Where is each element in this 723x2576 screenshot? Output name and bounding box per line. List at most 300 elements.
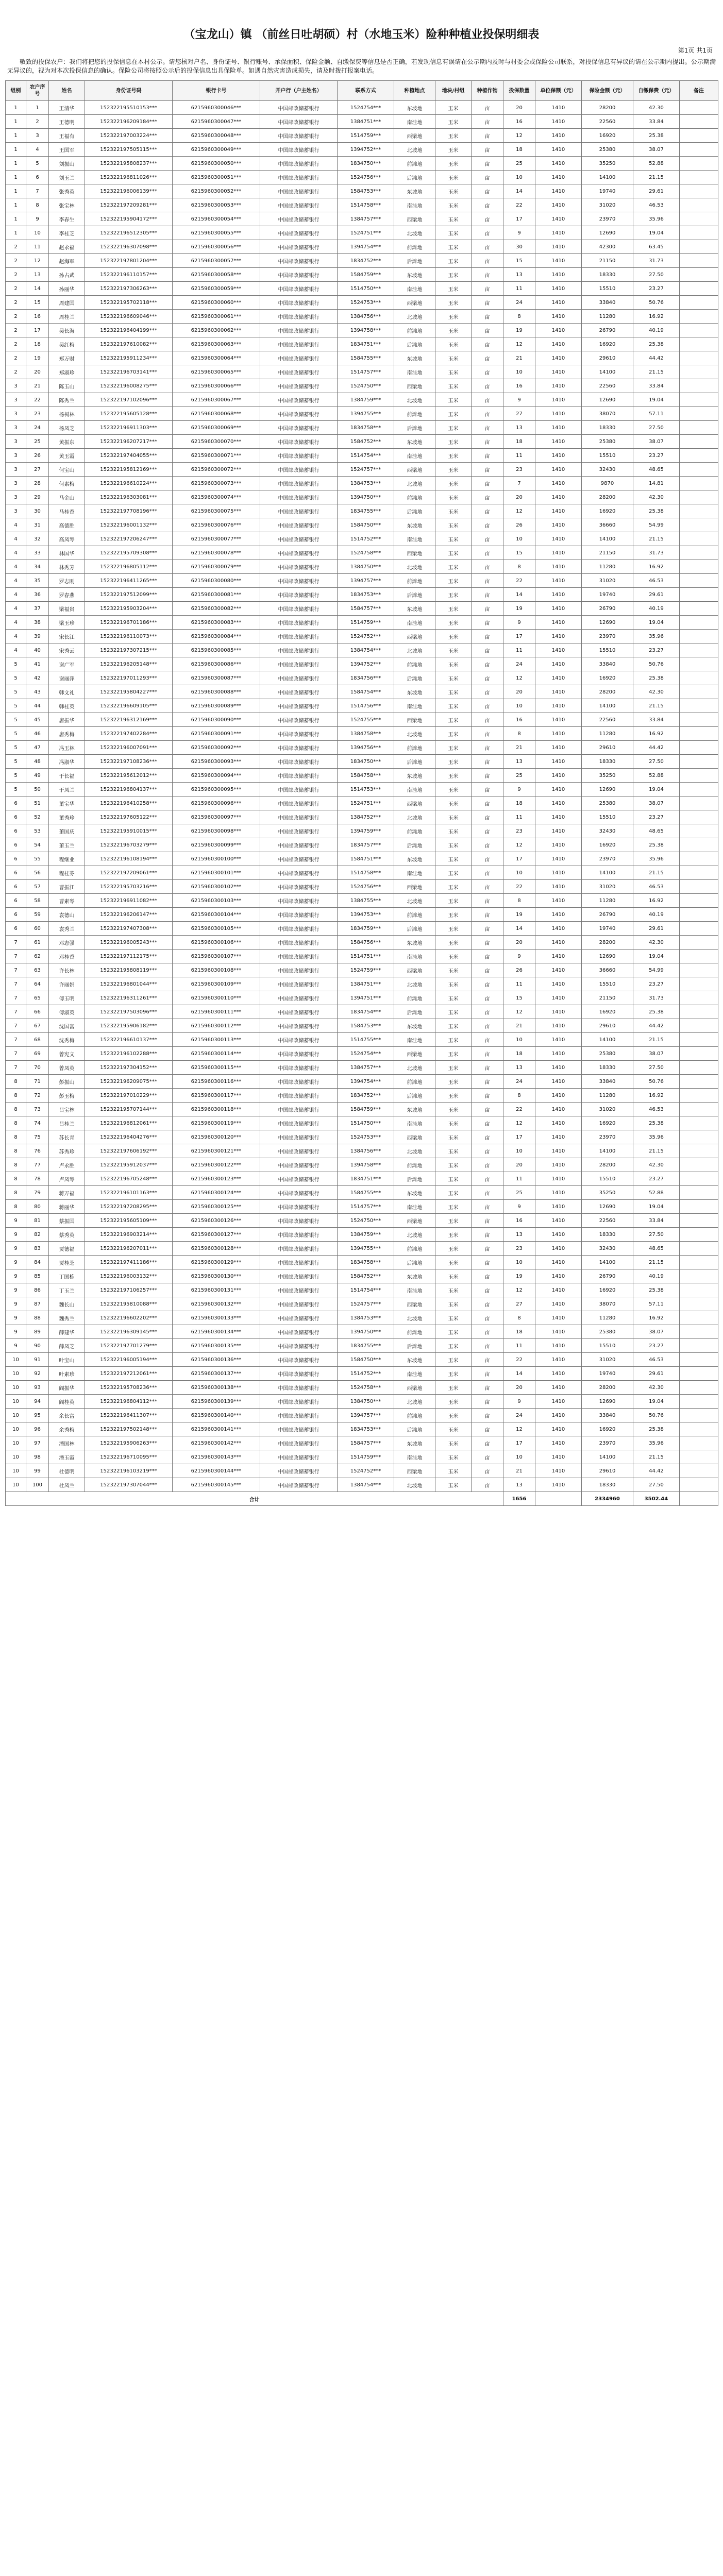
table-row xyxy=(6,254,718,268)
table-cell: 西梁地 xyxy=(394,463,435,477)
table-cell: 前滩地 xyxy=(394,741,435,755)
table-cell: 1834752*** xyxy=(338,1089,394,1103)
table-cell: 1410 xyxy=(535,324,582,337)
table-cell: 玉米 xyxy=(435,1172,472,1186)
table-cell: 北坡地 xyxy=(394,1478,435,1492)
table-cell: 4 xyxy=(26,143,49,157)
table-cell: 亩 xyxy=(472,1409,503,1422)
table-cell: 亩 xyxy=(472,435,503,449)
table-cell: 152322197411186*** xyxy=(85,1256,173,1269)
table-cell: 6215960300059*** xyxy=(173,282,260,296)
table-cell: 6215960300117*** xyxy=(173,1089,260,1103)
table-cell: 63.45 xyxy=(633,240,680,254)
table-cell: 9 xyxy=(6,1256,26,1269)
table-cell: 前滩地 xyxy=(394,1158,435,1172)
table-cell: 18330 xyxy=(582,755,633,769)
table-cell: 玉米 xyxy=(435,560,472,574)
table-row xyxy=(6,379,718,393)
table-cell: 152322197512099*** xyxy=(85,588,173,602)
table-cell: 16.92 xyxy=(633,727,680,741)
table-cell: 36660 xyxy=(582,518,633,532)
table-cell: 12690 xyxy=(582,950,633,963)
table-cell: 23 xyxy=(503,463,535,477)
table-cell: 1584757*** xyxy=(338,602,394,616)
table-cell: 15510 xyxy=(582,282,633,296)
total-label: 合计 xyxy=(6,1492,503,1506)
table-cell: 63 xyxy=(26,963,49,977)
table-cell: 6215960300134*** xyxy=(173,1325,260,1339)
table-cell xyxy=(680,1325,718,1339)
table-cell: 9 xyxy=(503,950,535,963)
table-cell: 9 xyxy=(503,226,535,240)
total-row xyxy=(6,1492,718,1506)
table-cell: 北坡地 xyxy=(394,727,435,741)
table-cell: 21150 xyxy=(582,991,633,1005)
table-cell: 6215960300070*** xyxy=(173,435,260,449)
table-cell: 中国邮政储蓄银行 xyxy=(260,616,338,630)
table-cell: 52 xyxy=(26,810,49,824)
table-cell: 中国邮政储蓄银行 xyxy=(260,1409,338,1422)
table-cell: 29.61 xyxy=(633,922,680,936)
table-cell: 叶素珍 xyxy=(49,1367,85,1381)
table-cell: 1394750*** xyxy=(338,1325,394,1339)
table-cell: 4 xyxy=(6,588,26,602)
table-cell: 152322197307215*** xyxy=(85,643,173,657)
table-cell: 152322196602202*** xyxy=(85,1311,173,1325)
table-cell: 北坡地 xyxy=(394,1311,435,1325)
table-cell: 1410 xyxy=(535,894,582,908)
table-cell: 1584752*** xyxy=(338,1269,394,1283)
table-cell: 中国邮政储蓄银行 xyxy=(260,226,338,240)
table-cell: 20 xyxy=(503,101,535,115)
table-cell: 6215960300108*** xyxy=(173,963,260,977)
table-cell: 22 xyxy=(503,1353,535,1367)
table-cell: 玉米 xyxy=(435,435,472,449)
table-cell: 1410 xyxy=(535,407,582,421)
table-cell xyxy=(680,296,718,310)
table-cell: 中国邮政储蓄银行 xyxy=(260,463,338,477)
table-cell: 邓桂香 xyxy=(49,950,85,963)
table-row xyxy=(6,922,718,936)
table-cell: 玉米 xyxy=(435,296,472,310)
table-cell xyxy=(680,963,718,977)
table-cell: 后滩地 xyxy=(394,1089,435,1103)
table-cell: 东坡地 xyxy=(394,351,435,365)
table-cell: 40.19 xyxy=(633,1269,680,1283)
table-cell: 19740 xyxy=(582,184,633,198)
table-cell: 1410 xyxy=(535,616,582,630)
table-cell: 中国邮政储蓄银行 xyxy=(260,727,338,741)
table-cell: 中国邮政储蓄银行 xyxy=(260,115,338,129)
table-cell: 42.30 xyxy=(633,1381,680,1395)
table-cell: 152322196207217*** xyxy=(85,435,173,449)
table-cell xyxy=(680,1047,718,1061)
table-cell: 1410 xyxy=(535,713,582,727)
table-cell: 亩 xyxy=(472,463,503,477)
table-cell: 蒋万福 xyxy=(49,1186,85,1200)
table-cell: 何素梅 xyxy=(49,477,85,490)
table-cell: 3 xyxy=(6,421,26,435)
table-cell xyxy=(680,950,718,963)
table-cell: 于凤兰 xyxy=(49,783,85,796)
table-cell: 傅玉明 xyxy=(49,991,85,1005)
table-cell: 中国邮政储蓄银行 xyxy=(260,532,338,546)
table-cell: 1410 xyxy=(535,880,582,894)
table-cell xyxy=(680,171,718,184)
table-cell: 1410 xyxy=(535,810,582,824)
table-cell: 1410 xyxy=(535,143,582,157)
table-cell: 前滩地 xyxy=(394,407,435,421)
table-cell xyxy=(680,337,718,351)
table-cell: 90 xyxy=(26,1339,49,1353)
table-row xyxy=(6,783,718,796)
table-cell: 9 xyxy=(503,393,535,407)
table-cell: 中国邮政储蓄银行 xyxy=(260,630,338,643)
table-cell: 70 xyxy=(26,1061,49,1075)
table-cell: 1410 xyxy=(535,490,582,504)
table-cell: 152322197306263*** xyxy=(85,282,173,296)
table-cell: 亩 xyxy=(472,1144,503,1158)
table-cell: 14.81 xyxy=(633,477,680,490)
table-cell: 52.88 xyxy=(633,157,680,171)
table-cell: 25380 xyxy=(582,435,633,449)
table-cell: 南洼地 xyxy=(394,699,435,713)
table-cell: 1410 xyxy=(535,657,582,671)
table-cell: 中国邮政储蓄银行 xyxy=(260,783,338,796)
table-cell: 玉米 xyxy=(435,365,472,379)
table-cell: 中国邮政储蓄银行 xyxy=(260,963,338,977)
table-cell: 1410 xyxy=(535,1214,582,1228)
table-cell: 6215960300123*** xyxy=(173,1172,260,1186)
table-cell: 40 xyxy=(26,643,49,657)
table-cell: 9 xyxy=(503,1395,535,1409)
table-cell: 1394754*** xyxy=(338,240,394,254)
table-cell: 16.92 xyxy=(633,310,680,324)
table-cell: 中国邮政储蓄银行 xyxy=(260,991,338,1005)
table-row xyxy=(6,1075,718,1089)
table-cell: 152322197209281*** xyxy=(85,198,173,212)
table-cell: 南洼地 xyxy=(394,365,435,379)
table-cell xyxy=(680,1228,718,1242)
table-cell: 10 xyxy=(6,1478,26,1492)
table-cell: 1514756*** xyxy=(338,699,394,713)
table-cell: 4 xyxy=(6,630,26,643)
table-cell: 6215960300081*** xyxy=(173,588,260,602)
table-row xyxy=(6,574,718,588)
table-cell: 中国邮政储蓄银行 xyxy=(260,1436,338,1450)
table-cell: 南洼地 xyxy=(394,198,435,212)
table-cell: 17 xyxy=(503,1130,535,1144)
table-cell xyxy=(680,129,718,143)
table-cell: 6215960300141*** xyxy=(173,1422,260,1436)
table-cell: 21 xyxy=(26,379,49,393)
table-cell: 1410 xyxy=(535,1033,582,1047)
table-cell: 152322197503096*** xyxy=(85,1005,173,1019)
table-cell xyxy=(680,518,718,532)
table-cell: 23.27 xyxy=(633,810,680,824)
table-cell: 1410 xyxy=(535,1395,582,1409)
table-cell: 中国邮政储蓄银行 xyxy=(260,1311,338,1325)
table-cell: 中国邮政储蓄银行 xyxy=(260,421,338,435)
table-cell: 中国邮政储蓄银行 xyxy=(260,1228,338,1242)
table-header-row xyxy=(6,81,718,101)
table-cell: 17 xyxy=(503,212,535,226)
table-cell: 1410 xyxy=(535,783,582,796)
table-cell: 18330 xyxy=(582,1061,633,1075)
table-cell: 亩 xyxy=(472,546,503,560)
table-cell: 1524758*** xyxy=(338,546,394,560)
table-cell: 1394757*** xyxy=(338,1409,394,1422)
table-cell: 南洼地 xyxy=(394,1033,435,1047)
table-cell: 谢广军 xyxy=(49,657,85,671)
table-cell: 27.50 xyxy=(633,1228,680,1242)
table-cell: 6 xyxy=(6,852,26,866)
table-cell: 中国邮政储蓄银行 xyxy=(260,1395,338,1409)
table-cell: 中国邮政储蓄银行 xyxy=(260,741,338,755)
table-cell: 35.96 xyxy=(633,1436,680,1450)
table-cell: 东坡地 xyxy=(394,101,435,115)
table-cell xyxy=(680,490,718,504)
table-cell: 玉米 xyxy=(435,574,472,588)
table-cell: 6215960300058*** xyxy=(173,268,260,282)
table-cell: 邓志强 xyxy=(49,936,85,950)
table-cell: 亩 xyxy=(472,1367,503,1381)
table-cell: 1384754*** xyxy=(338,1478,394,1492)
table-cell xyxy=(680,713,718,727)
table-cell: 54.99 xyxy=(633,963,680,977)
table-cell: 152322196209075*** xyxy=(85,1075,173,1089)
table-cell: 3 xyxy=(6,463,26,477)
table-cell: 54 xyxy=(26,838,49,852)
table-cell: 14100 xyxy=(582,532,633,546)
table-cell xyxy=(680,1367,718,1381)
table-cell: 6215960300127*** xyxy=(173,1228,260,1242)
table-cell: 前滩地 xyxy=(394,657,435,671)
table-cell: 42.30 xyxy=(633,936,680,950)
table-cell: 152322197502148*** xyxy=(85,1422,173,1436)
table-cell: 中国邮政储蓄银行 xyxy=(260,143,338,157)
table-cell: 中国邮政储蓄银行 xyxy=(260,643,338,657)
table-cell: 152322196205148*** xyxy=(85,657,173,671)
table-cell: 董宝华 xyxy=(49,796,85,810)
table-cell: 1410 xyxy=(535,1005,582,1019)
table-cell: 玉米 xyxy=(435,463,472,477)
table-cell: 42 xyxy=(26,671,49,685)
table-cell: 周建国 xyxy=(49,296,85,310)
table-cell: 21.15 xyxy=(633,365,680,379)
table-cell: 12 xyxy=(503,1422,535,1436)
table-cell: 玉米 xyxy=(435,1464,472,1478)
table-cell: 16920 xyxy=(582,337,633,351)
table-cell: 北坡地 xyxy=(394,1144,435,1158)
table-cell: 1384752*** xyxy=(338,810,394,824)
table-cell xyxy=(680,977,718,991)
table-cell: 玉米 xyxy=(435,1047,472,1061)
table-cell: 27 xyxy=(26,463,49,477)
table-cell: 5 xyxy=(6,741,26,755)
table-cell xyxy=(680,880,718,894)
table-cell: 26790 xyxy=(582,324,633,337)
table-cell: 26 xyxy=(26,449,49,463)
table-cell: 于长福 xyxy=(49,769,85,783)
table-cell: 1410 xyxy=(535,1061,582,1075)
table-cell: 中国邮政储蓄银行 xyxy=(260,1200,338,1214)
table-cell: 1394750*** xyxy=(338,490,394,504)
table-cell: 152322196005194*** xyxy=(85,1353,173,1367)
table-cell: 152322196911082*** xyxy=(85,894,173,908)
table-cell: 35.96 xyxy=(633,1130,680,1144)
table-cell: 6 xyxy=(26,171,49,184)
table-cell: 东坡地 xyxy=(394,184,435,198)
table-cell: 亩 xyxy=(472,1311,503,1325)
table-cell: 中国邮政储蓄银行 xyxy=(260,1367,338,1381)
table-cell: 152322197209061*** xyxy=(85,866,173,880)
table-cell: 9 xyxy=(503,616,535,630)
table-cell xyxy=(680,101,718,115)
table-row xyxy=(6,463,718,477)
table-cell: 玉米 xyxy=(435,852,472,866)
table-cell: 中国邮政储蓄银行 xyxy=(260,337,338,351)
table-cell: 12 xyxy=(503,337,535,351)
table-cell: 卢永胜 xyxy=(49,1158,85,1172)
table-cell: 152322196410258*** xyxy=(85,796,173,810)
table-cell: 15510 xyxy=(582,810,633,824)
table-cell: 12 xyxy=(503,1005,535,1019)
table-cell: 36660 xyxy=(582,963,633,977)
table-cell: 6 xyxy=(6,908,26,922)
table-cell: 前滩地 xyxy=(394,1075,435,1089)
table-row xyxy=(6,1367,718,1381)
table-cell xyxy=(680,1381,718,1395)
table-cell xyxy=(680,1005,718,1019)
table-cell: 西梁地 xyxy=(394,713,435,727)
table-cell: 1584755*** xyxy=(338,351,394,365)
table-cell xyxy=(680,435,718,449)
table-cell: 玉米 xyxy=(435,393,472,407)
table-cell: 25 xyxy=(503,769,535,783)
table-cell: 30 xyxy=(26,504,49,518)
table-cell: 17 xyxy=(26,324,49,337)
table-cell: 152322195810088*** xyxy=(85,1297,173,1311)
table-cell: 亩 xyxy=(472,310,503,324)
table-cell: 亩 xyxy=(472,657,503,671)
table-cell: 1410 xyxy=(535,671,582,685)
table-cell xyxy=(680,1019,718,1033)
table-cell: 20 xyxy=(503,1381,535,1395)
table-cell: 15 xyxy=(503,254,535,268)
table-cell: 19.04 xyxy=(633,226,680,240)
table-cell: 东坡地 xyxy=(394,268,435,282)
table-cell: 中国邮政储蓄银行 xyxy=(260,324,338,337)
table-cell: 1410 xyxy=(535,1130,582,1144)
table-cell xyxy=(680,824,718,838)
table-cell: 152322195605109*** xyxy=(85,1214,173,1228)
table-cell: 11280 xyxy=(582,1089,633,1103)
table-cell: 99 xyxy=(26,1464,49,1478)
table-cell: 25 xyxy=(503,1186,535,1200)
table-cell: 33.84 xyxy=(633,713,680,727)
table-cell: 玉米 xyxy=(435,796,472,810)
table-cell: 152322196705248*** xyxy=(85,1172,173,1186)
table-cell: 中国邮政储蓄银行 xyxy=(260,254,338,268)
table-cell xyxy=(680,1409,718,1422)
table-cell: 21 xyxy=(503,1019,535,1033)
table-row xyxy=(6,810,718,824)
table-cell: 6215960300119*** xyxy=(173,1116,260,1130)
table-cell: 北坡地 xyxy=(394,810,435,824)
table-cell: 孙占武 xyxy=(49,268,85,282)
table-cell: 1384754*** xyxy=(338,643,394,657)
table-cell: 后滩地 xyxy=(394,337,435,351)
table-cell xyxy=(680,282,718,296)
table-cell: 152322196110073*** xyxy=(85,630,173,643)
table-row xyxy=(6,198,718,212)
table-cell: 56 xyxy=(26,866,49,880)
table-cell: 亩 xyxy=(472,1158,503,1172)
table-cell: 1394752*** xyxy=(338,143,394,157)
document-title: （宝龙山）镇 （前丝日吐胡硕）村（水地玉米）险种种植业投保明细表 xyxy=(183,28,540,41)
table-cell: 薛凤芝 xyxy=(49,1339,85,1353)
table-cell: 亩 xyxy=(472,198,503,212)
table-cell: 25380 xyxy=(582,143,633,157)
table-cell: 14100 xyxy=(582,171,633,184)
table-cell: 玉米 xyxy=(435,254,472,268)
table-cell: 东坡地 xyxy=(394,852,435,866)
table-cell: 152322196804137*** xyxy=(85,783,173,796)
table-cell: 南洼地 xyxy=(394,783,435,796)
table-row xyxy=(6,477,718,490)
table-cell: 25.38 xyxy=(633,504,680,518)
table-cell: 1834753*** xyxy=(338,588,394,602)
table-cell: 6215960300103*** xyxy=(173,894,260,908)
table-cell: 9 xyxy=(6,1214,26,1228)
table-row xyxy=(6,1116,718,1130)
table-cell: 玉米 xyxy=(435,950,472,963)
table-cell: 1394751*** xyxy=(338,991,394,1005)
table-cell: 24 xyxy=(503,1409,535,1422)
table-cell: 沈国富 xyxy=(49,1019,85,1033)
table-cell: 阎桂英 xyxy=(49,1395,85,1409)
table-cell: 南洼地 xyxy=(394,616,435,630)
table-cell xyxy=(680,1144,718,1158)
table-cell: 22560 xyxy=(582,713,633,727)
table-cell: 1410 xyxy=(535,963,582,977)
table-row xyxy=(6,1200,718,1214)
table-cell: 南洼地 xyxy=(394,115,435,129)
table-cell: 玉米 xyxy=(435,1381,472,1395)
table-cell: 33840 xyxy=(582,1409,633,1422)
table-row xyxy=(6,1464,718,1478)
table-cell xyxy=(680,922,718,936)
table-cell: 26790 xyxy=(582,1269,633,1283)
table-cell: 玉米 xyxy=(435,838,472,852)
table-row xyxy=(6,1297,718,1311)
table-cell: 中国邮政储蓄银行 xyxy=(260,574,338,588)
table-cell: 1410 xyxy=(535,212,582,226)
table-cell: 13 xyxy=(503,421,535,435)
table-cell: 1514759*** xyxy=(338,129,394,143)
table-cell: 后滩地 xyxy=(394,171,435,184)
table-cell: 玉米 xyxy=(435,977,472,991)
table-cell: 6 xyxy=(6,866,26,880)
table-cell: 中国邮政储蓄银行 xyxy=(260,1172,338,1186)
table-cell: 26 xyxy=(503,518,535,532)
table-cell: 玉米 xyxy=(435,157,472,171)
table-cell: 83 xyxy=(26,1242,49,1256)
table-cell: 2 xyxy=(26,115,49,129)
table-row xyxy=(6,1061,718,1075)
table-cell: 21150 xyxy=(582,254,633,268)
